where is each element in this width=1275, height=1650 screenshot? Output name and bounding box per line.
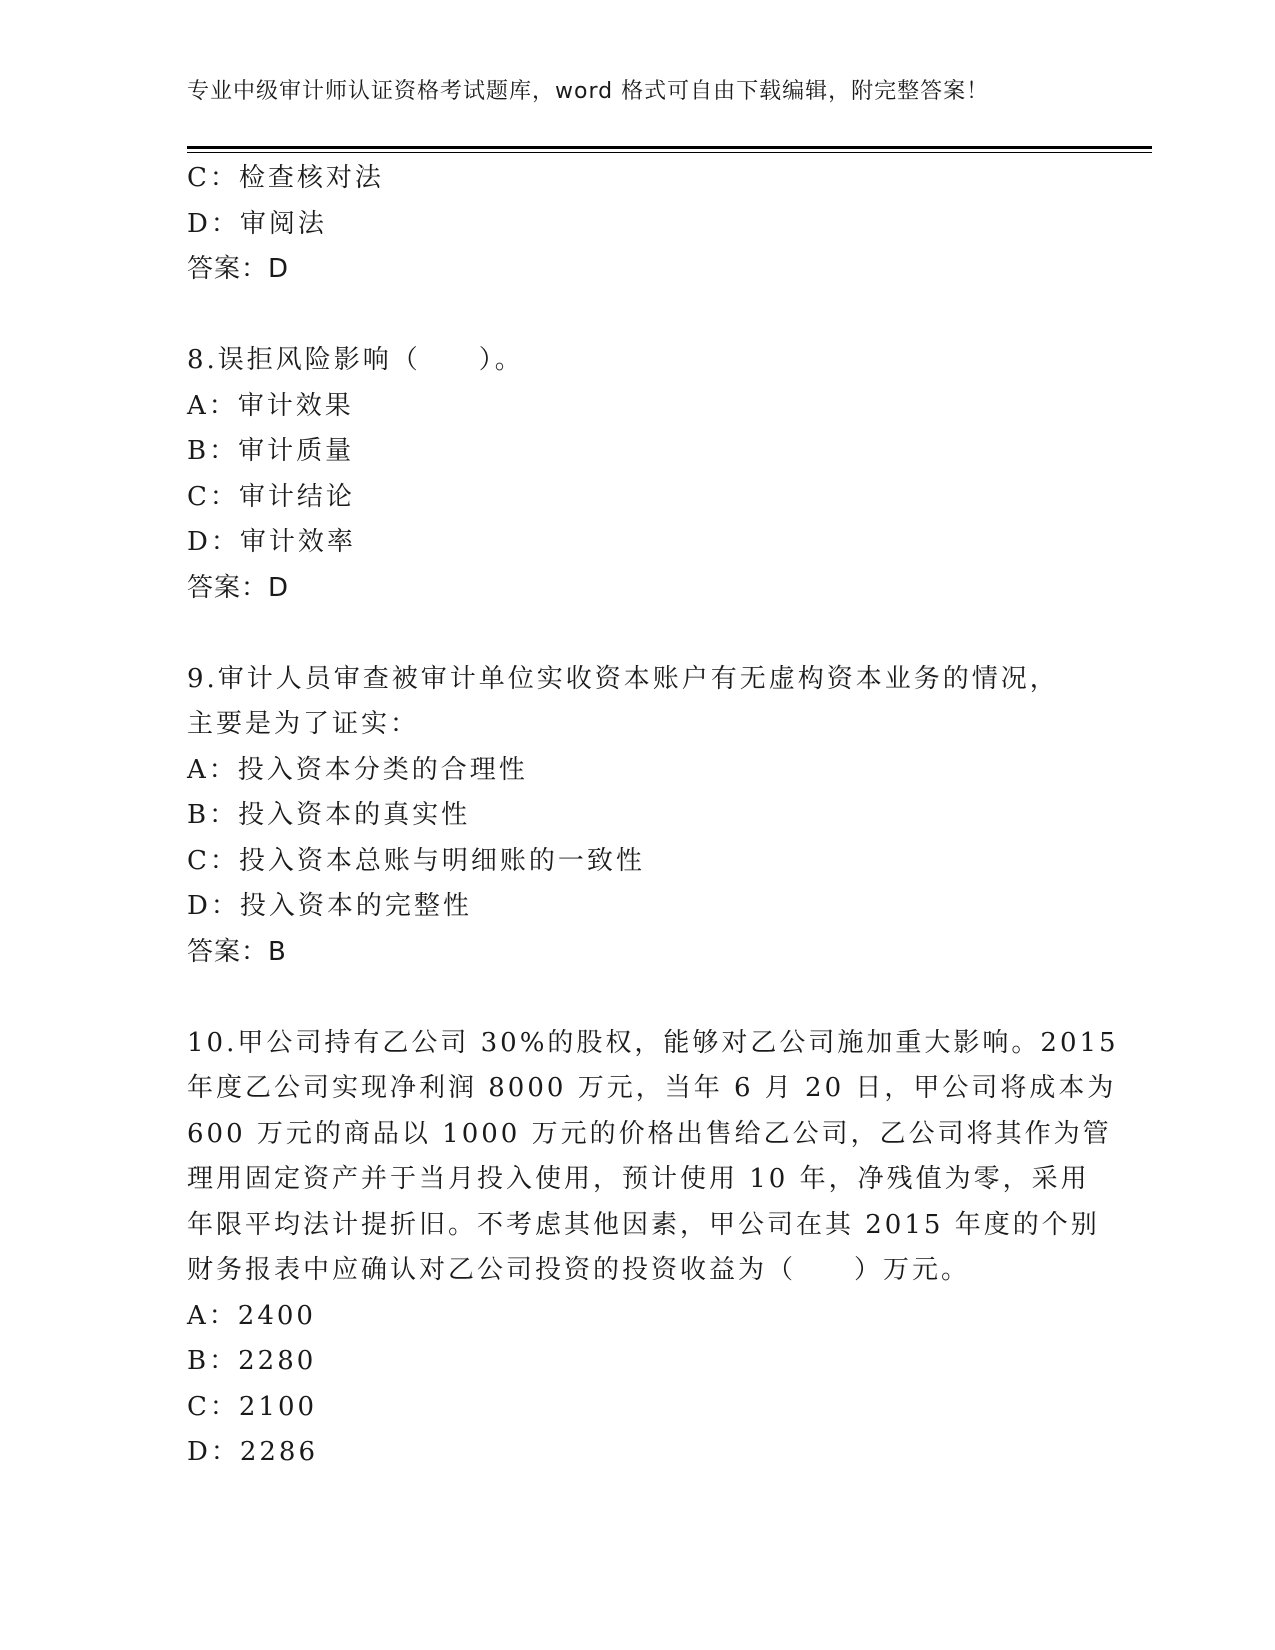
question-stem: 8.误拒风险影响（ ）。 <box>187 345 524 375</box>
option-b: B：投入资本的真实性 <box>187 800 471 830</box>
option-d: D：审阅法 <box>187 208 327 239</box>
option-a: A：投入资本分类的合理性 <box>187 754 528 785</box>
question-stem-line-2: 主要是为了证实： <box>187 709 420 739</box>
question-stem-line-2: 年度乙公司实现净利润 8000 万元，当年 6 月 20 日，甲公司将成本为 <box>187 1073 1117 1103</box>
option-b: B：审计质量 <box>187 436 355 466</box>
option-b: B：2280 <box>187 1346 317 1376</box>
page-header: 专业中级审计师认证资格考试题库，word 格式可自由下载编辑，附完整答案！ <box>187 79 990 104</box>
option-a: A：2400 <box>187 1300 316 1331</box>
option-d: D：2286 <box>187 1437 319 1467</box>
spacer <box>187 293 1087 339</box>
spacer <box>187 611 1087 657</box>
option-c: C：检查核对法 <box>187 163 384 193</box>
question-stem-line-4: 理用固定资产并于当月投入使用，预计使用 10 年，净残值为零，采用 <box>187 1164 1090 1194</box>
question-block-9 <box>187 657 1087 976</box>
option-c: C：投入资本总账与明细账的一致性 <box>187 845 645 876</box>
question-stem-line-6: 财务报表中应确认对乙公司投资的投资收益为（ ）万元。 <box>187 1255 971 1285</box>
question-stem-line-1: 10.甲公司持有乙公司 30%的股权，能够对乙公司施加重大影响。2015 <box>187 1027 1119 1058</box>
answer-label: 答案：D <box>187 254 290 284</box>
header-rule-thick <box>187 146 1152 149</box>
option-a: A：审计效果 <box>187 390 354 421</box>
option-c: C：审计结论 <box>187 481 355 512</box>
answer-label: 答案：B <box>187 936 287 967</box>
question-block-8 <box>187 338 1087 611</box>
question-stem-line-1: 9.审计人员审查被审计单位实收资本账户有无虚构资本业务的情况， <box>187 663 1059 694</box>
spacer <box>187 975 1087 1021</box>
option-d: D：审计效率 <box>187 527 356 557</box>
answer-label: 答案：D <box>187 572 290 603</box>
question-stem-line-5: 年限平均法计提折旧。不考虑其他因素，甲公司在其 2015 年度的个别 <box>187 1209 1100 1240</box>
question-block-10 <box>187 1021 1119 1476</box>
question-list <box>187 156 1119 1476</box>
option-c: C：2100 <box>187 1391 318 1422</box>
header-rule-thin <box>187 152 1152 153</box>
question-stem-line-3: 600 万元的商品以 1000 万元的价格出售给乙公司，乙公司将其作为管 <box>187 1118 1112 1149</box>
question-block-7 <box>187 156 1087 293</box>
option-d: D：投入资本的完整性 <box>187 891 472 921</box>
